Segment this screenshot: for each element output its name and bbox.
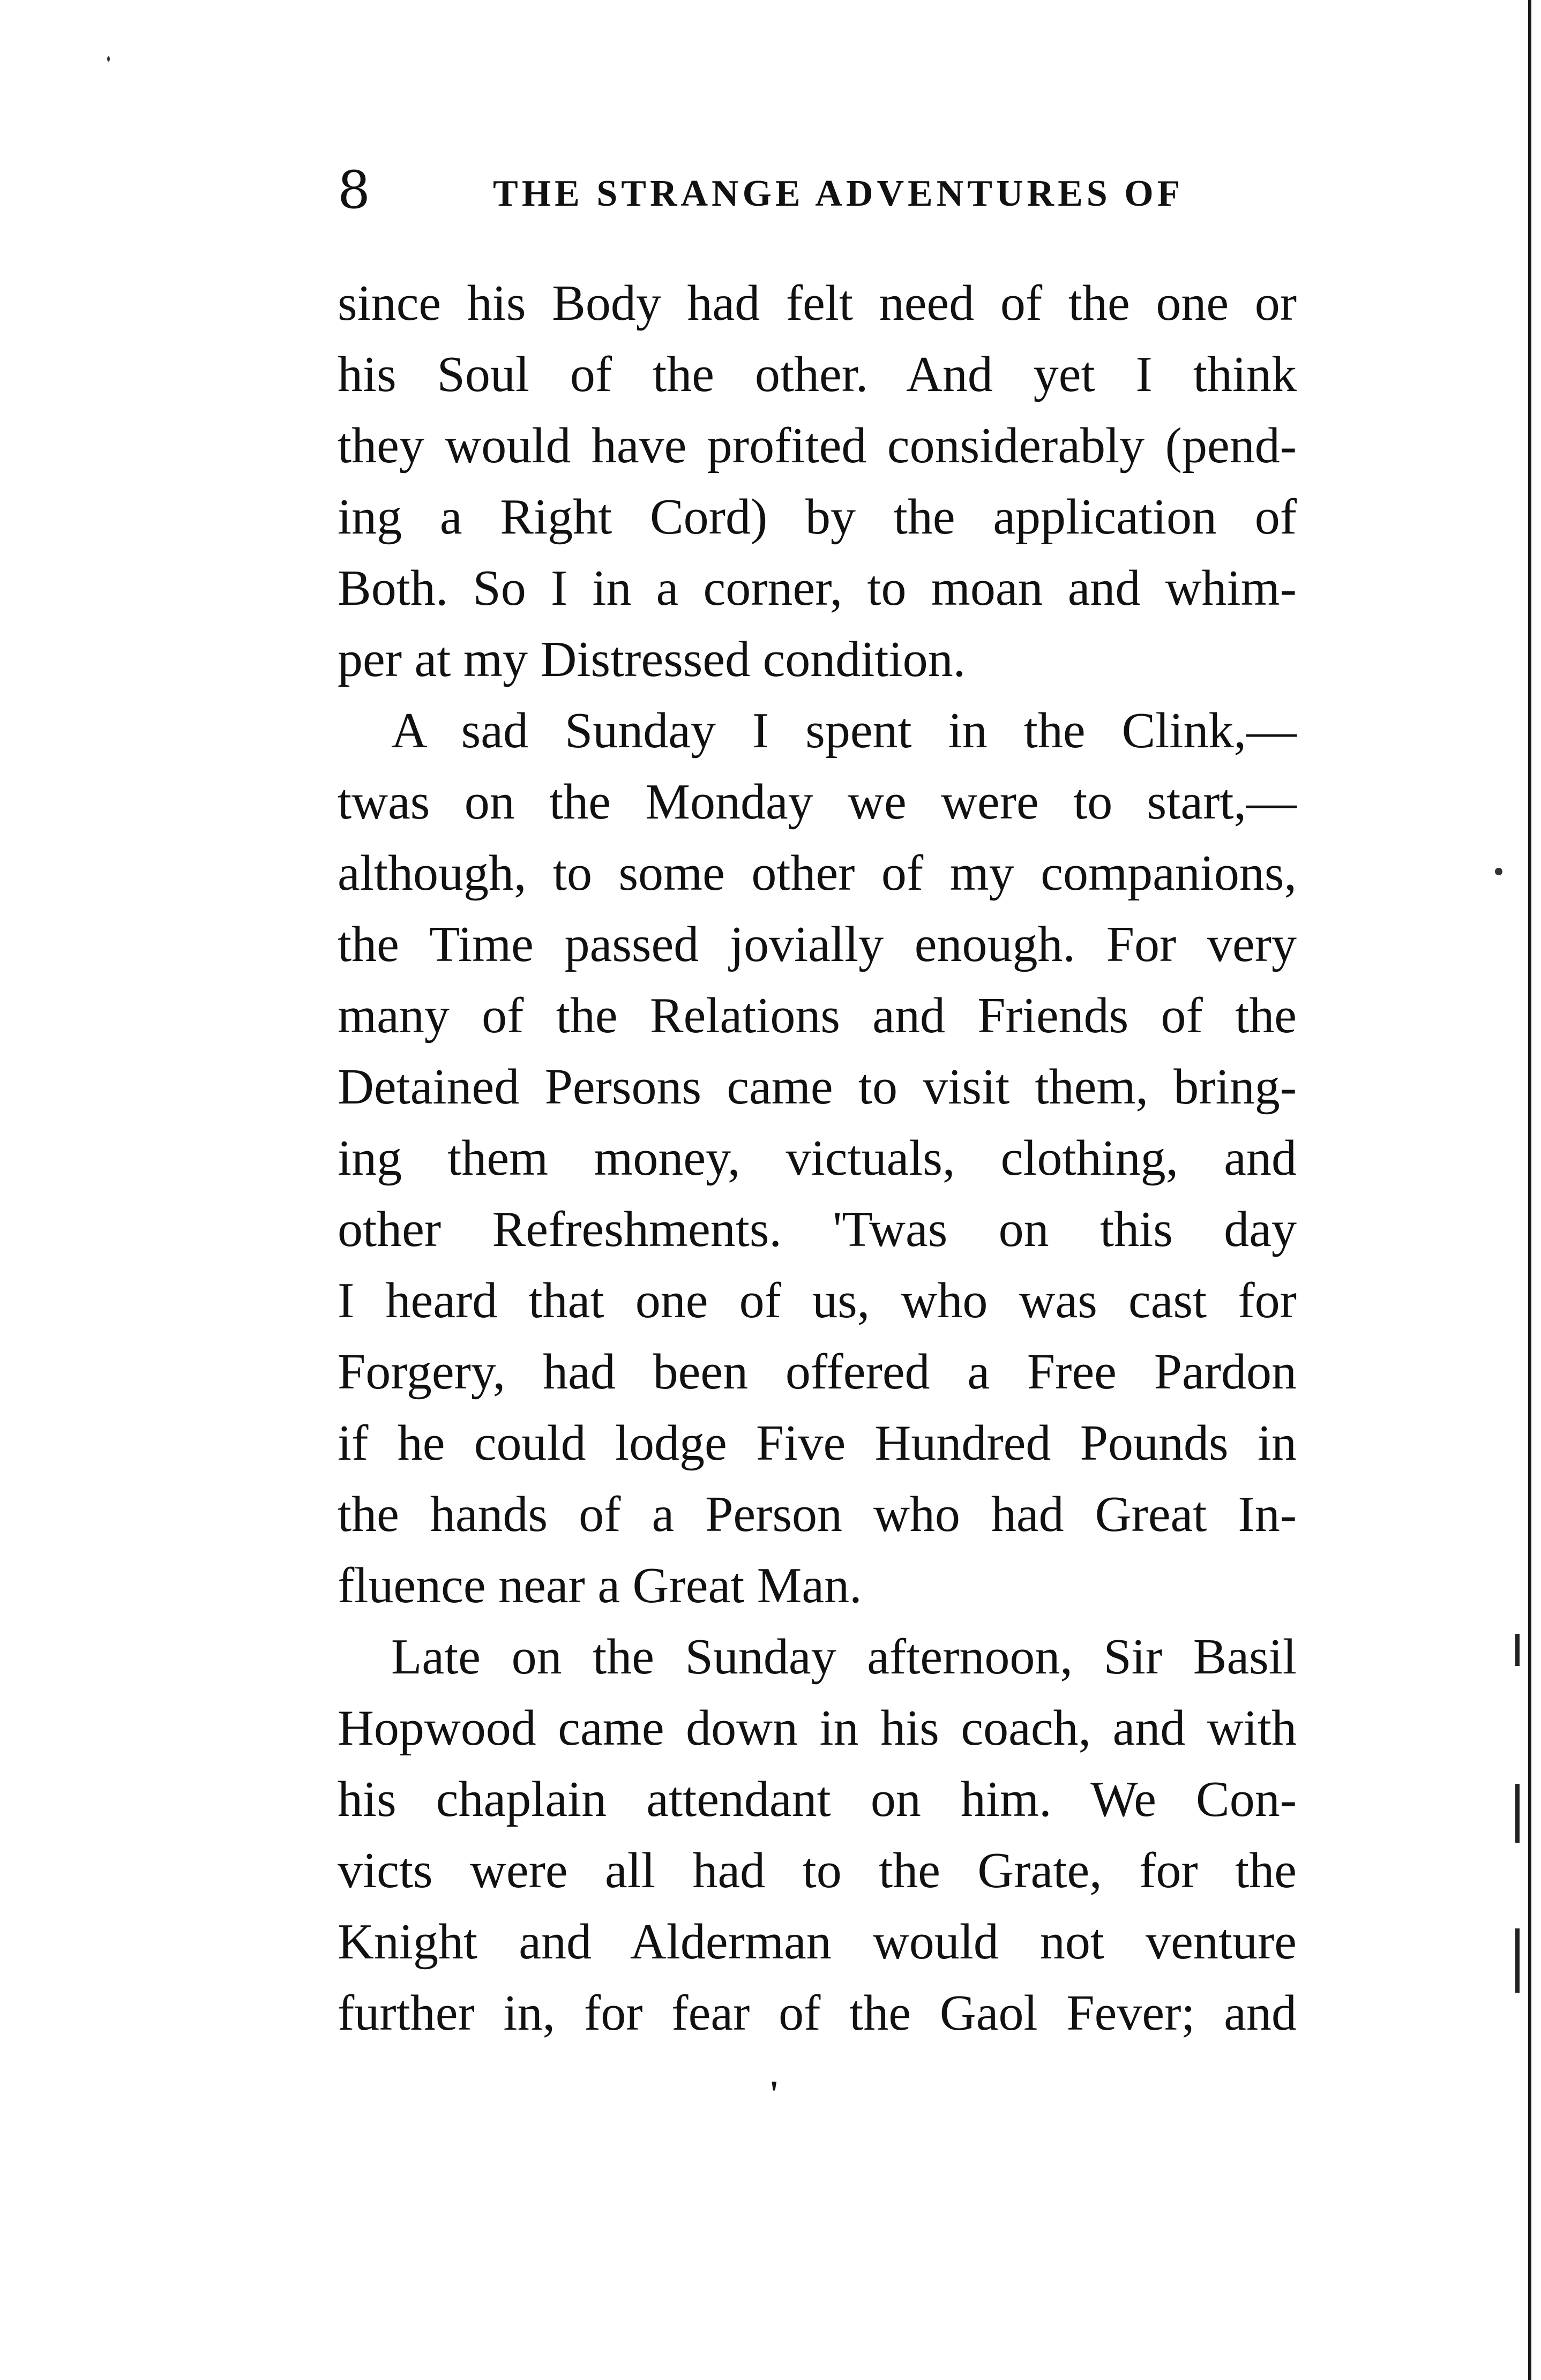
text-line: the hands of a Person who had Great In- bbox=[338, 1486, 1297, 1542]
text-line: Forgery, had been offered a Free Pardon bbox=[338, 1344, 1297, 1400]
text-line: they would have profited considerably (pend- bbox=[338, 418, 1297, 474]
scan-mark bbox=[1515, 1928, 1520, 1993]
text-line: A sad Sunday I spent in the Clink,— bbox=[391, 703, 1297, 759]
text-line: the Time passed jovially enough. For very bbox=[338, 917, 1297, 972]
body-text bbox=[338, 268, 1297, 2049]
text-line: I heard that one of us, who was cast for bbox=[338, 1273, 1297, 1328]
text-line: ing them money, victuals, clothing, and bbox=[338, 1130, 1297, 1186]
scan-mark bbox=[1515, 1784, 1520, 1843]
text-line: further in, for fear of the Gaol Fever; and bbox=[338, 1985, 1297, 2041]
paragraph bbox=[338, 695, 1297, 1621]
text-line: other Refreshments. 'Twas on this day bbox=[338, 1202, 1297, 1257]
running-title: THE STRANGE ADVENTURES OF bbox=[493, 173, 1184, 214]
scan-border bbox=[1528, 0, 1531, 2380]
scan-mark bbox=[1515, 1634, 1520, 1666]
signature-mark: ' bbox=[769, 2074, 780, 2115]
text-line: per at my Distressed condition. bbox=[338, 632, 966, 687]
text-line: his chaplain attendant on him. We Con- bbox=[338, 1771, 1297, 1827]
paragraph bbox=[338, 268, 1297, 695]
page-header bbox=[338, 155, 1302, 236]
text-line: his Soul of the other. And yet I think bbox=[338, 347, 1297, 402]
paragraph bbox=[338, 1621, 1297, 2049]
text-line: Both. So I in a corner, to moan and whim- bbox=[338, 560, 1297, 616]
text-line: since his Body had felt need of the one or bbox=[338, 275, 1297, 331]
text-line: Hopwood came down in his coach, and with bbox=[338, 1700, 1297, 1756]
text-line: twas on the Monday we were to start,— bbox=[338, 774, 1297, 830]
text-line: if he could lodge Five Hundred Pounds in bbox=[338, 1415, 1297, 1471]
text-line: many of the Relations and Friends of the bbox=[338, 988, 1297, 1043]
text-line: victs were all had to the Grate, for the bbox=[338, 1843, 1297, 1898]
text-line: Late on the Sunday afternoon, Sir Basil bbox=[391, 1629, 1297, 1685]
text-line: Knight and Alderman would not venture bbox=[338, 1914, 1297, 1970]
page-number: 8 bbox=[338, 160, 371, 220]
text-line: ing a Right Cord) by the application of bbox=[338, 489, 1297, 545]
text-line: although, to some other of my companions, bbox=[338, 845, 1297, 901]
text-line: fluence near a Great Man. bbox=[338, 1558, 862, 1613]
text-line: Detained Persons came to visit them, bring- bbox=[338, 1059, 1297, 1115]
speck bbox=[107, 56, 110, 62]
speck bbox=[1495, 868, 1502, 875]
